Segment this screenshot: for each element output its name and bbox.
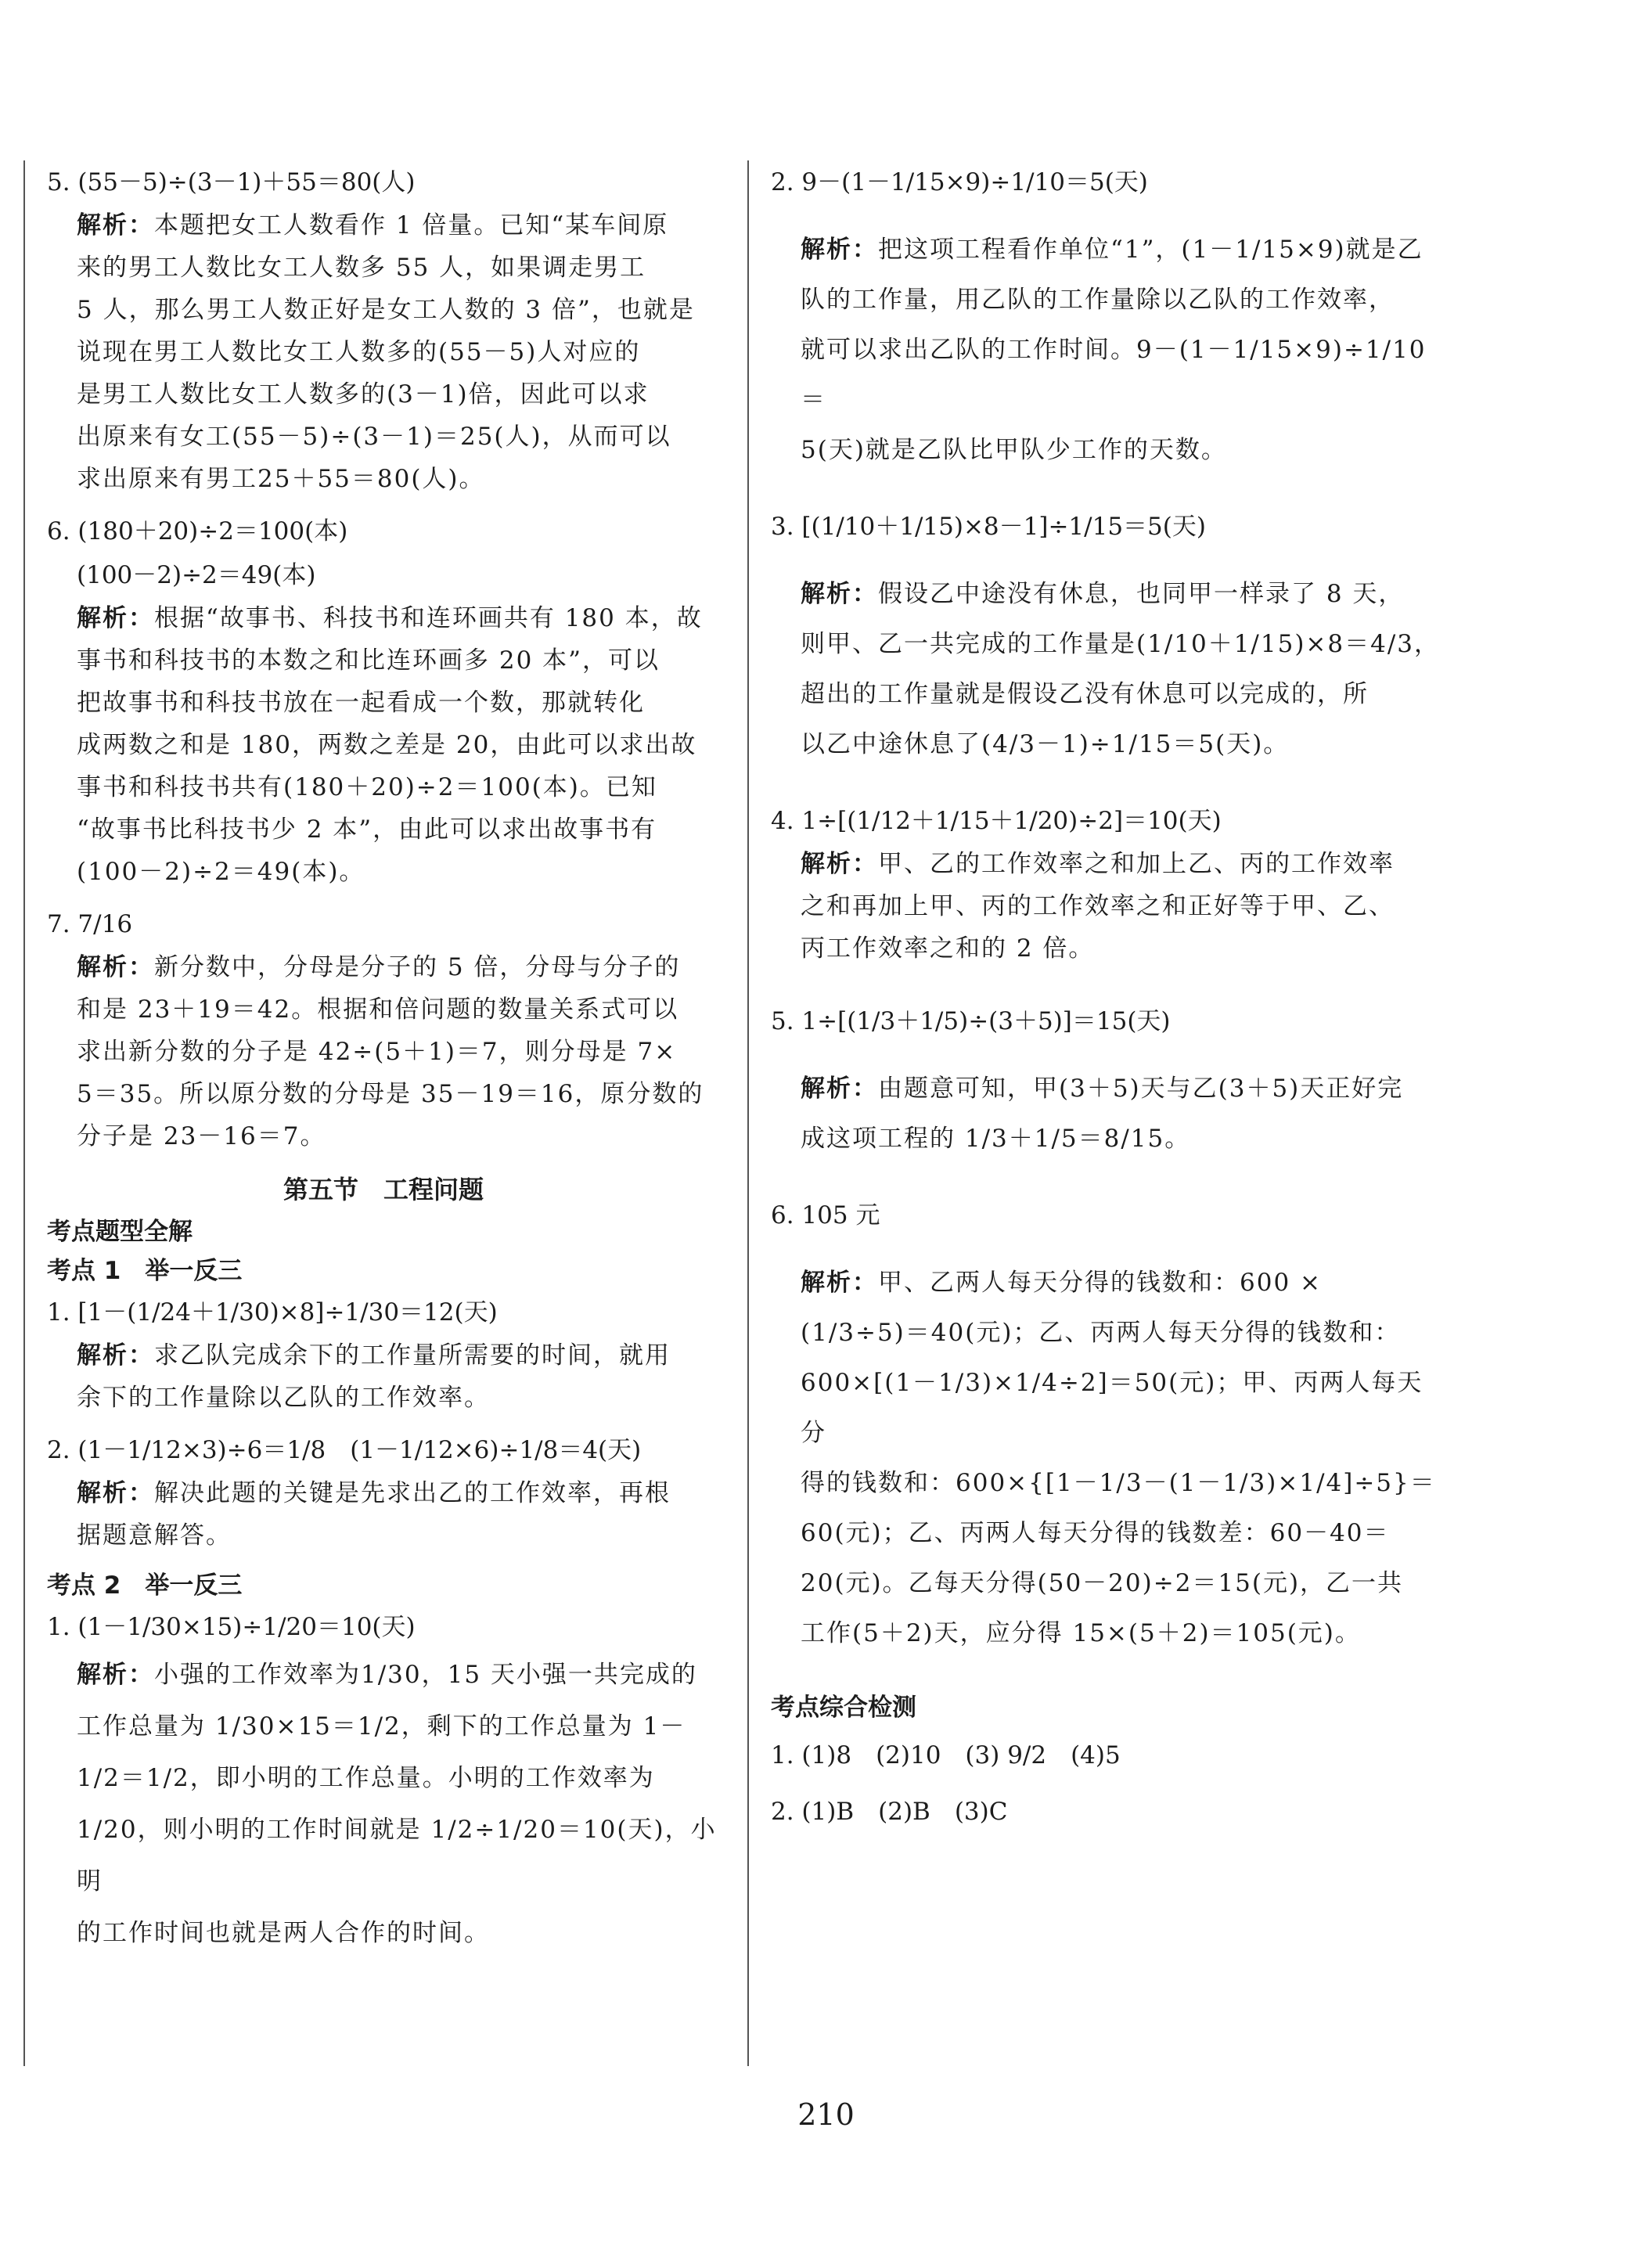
r-q2-answer: 2. 9－(1－1/15×9)÷1/10＝5(天) <box>771 168 1148 196</box>
exp-line: 本题把女工人数看作 1 倍量。已知“某车间原 <box>154 211 669 239</box>
exp-line: 来的男工人数比女工人数多 55 人，如果调走男工 <box>77 254 646 282</box>
exp-line: 说现在男工人数比女工人数多的(55－5)人对应的 <box>77 338 641 366</box>
r-q3-explanation <box>771 569 1444 769</box>
heading-topic-2: 考点 2 举一反三 <box>47 1571 243 1600</box>
r-q2-block <box>771 160 1444 475</box>
q6-block <box>47 509 720 893</box>
k1-q2-block <box>47 1428 720 1557</box>
exp-line: 求乙队完成余下的工作量所需要的时间，就用 <box>154 1341 671 1370</box>
explanation-label: 解析： <box>801 1269 878 1297</box>
exp-line: 甲、乙两人每天分得的钱数和：600 × <box>878 1269 1322 1297</box>
r-q4-block <box>771 799 1444 970</box>
exp-line: 超出的工作量就是假设乙没有休息可以完成的，所 <box>801 680 1369 708</box>
r-q3-answer: 3. [(1/10＋1/15)×8－1]÷1/15＝5(天) <box>771 513 1206 541</box>
exp-line: 5＝35。所以原分数的分母是 35－19＝16，原分数的 <box>77 1080 704 1108</box>
k2-q1-block <box>47 1605 720 1959</box>
k1-q1-answer: 1. [1－(1/24＋1/30)×8]÷1/30＝12(天) <box>47 1298 498 1327</box>
q7-answer: 7. 7/16 <box>47 910 133 938</box>
q5-block <box>47 160 720 500</box>
explanation-label: 解析： <box>77 211 154 239</box>
explanation-label: 解析： <box>77 604 154 632</box>
r-q5-explanation <box>771 1064 1444 1164</box>
spacer <box>771 549 1444 569</box>
q5-answer: 5. (55－5)÷(3－1)＋55＝80(人) <box>47 168 416 196</box>
exp-line: 求出原来有男工25＋55＝80(人)。 <box>77 465 485 493</box>
q6-answer-1: 6. (180＋20)÷2＝100(本) <box>47 517 348 545</box>
exp-line: 分子是 23－16＝7。 <box>77 1122 326 1150</box>
exp-line: 成两数之和是 180，两数之差是 20，由此可以求出故 <box>77 731 697 759</box>
exp-line: 5 人，那么男工人数正好是女工人数的 3 倍”，也就是 <box>77 296 695 324</box>
r-q5-answer: 5. 1÷[(1/3＋1/5)÷(3＋5)]＝15(天) <box>771 1007 1171 1035</box>
r-q4-explanation <box>771 843 1444 970</box>
exp-line: 队的工作量，用乙队的工作量除以乙队的工作效率， <box>801 286 1395 314</box>
k1-q1-block <box>47 1291 720 1419</box>
right-column <box>771 160 1444 1840</box>
exp-line: 是男工人数比女工人数多的(3－1)倍，因此可以求 <box>77 380 650 409</box>
explanation-label: 解析： <box>801 580 878 608</box>
spacer <box>771 484 1444 505</box>
q6-answer-2: (100－2)÷2＝49(本) <box>77 561 316 589</box>
exp-line: 由题意可知，甲(3＋5)天与乙(3＋5)天正好完 <box>878 1075 1404 1103</box>
left-column <box>47 160 720 1968</box>
explanation-label: 解析： <box>801 850 878 878</box>
q5-explanation <box>47 204 720 500</box>
spacer <box>771 204 1444 225</box>
exp-line: (1/3÷5)＝40(元)；乙、丙两人每天分得的钱数和： <box>801 1319 1401 1347</box>
exp-line: 1/20，则小明的工作时间就是 1/2÷1/20＝10(天)，小明 <box>77 1816 717 1895</box>
exp-line: 把这项工程看作单位“1”，(1－1/15×9)就是乙 <box>878 236 1423 264</box>
k2-q1-explanation <box>47 1649 720 1959</box>
spacer <box>771 1043 1444 1064</box>
exp-line: 和是 23＋19＝42。根据和倍问题的数量关系式可以 <box>77 995 679 1024</box>
exp-line: 600×[(1－1/3)×1/4÷2]＝50(元)；甲、丙两人每天分 <box>801 1369 1423 1447</box>
exp-line: 得的钱数和：600×{[1－1/3－(1－1/3)×1/4]÷5}＝ <box>801 1469 1436 1497</box>
spacer <box>771 1237 1444 1258</box>
exp-line: 解决此题的关键是先求出乙的工作效率，再根 <box>154 1479 671 1507</box>
exp-line: 新分数中，分母是分子的 5 倍，分母与分子的 <box>154 953 681 981</box>
exp-line: 小强的工作效率为1/30，15 天小强一共完成的 <box>154 1661 697 1689</box>
exp-line: 假设乙中途没有休息，也同甲一样录了 8 天， <box>878 580 1405 608</box>
spacer <box>771 1668 1444 1688</box>
exp-line: 余下的工作量除以乙队的工作效率。 <box>77 1384 490 1412</box>
explanation-label: 解析： <box>77 1661 154 1689</box>
exp-line: 60(元)；乙、丙两人每天分得的钱数差：60－40＝ <box>801 1519 1390 1547</box>
exp-line: 就可以求出乙队的工作时间。9－(1－1/15×9)÷1/10＝ <box>801 336 1427 414</box>
q6-explanation <box>47 597 720 893</box>
exp-line: 事书和科技书的本数之和比连环画多 20 本”，可以 <box>77 646 660 675</box>
spacer <box>771 979 1444 999</box>
exp-line: 事书和科技书共有(180＋20)÷2＝100(本)。已知 <box>77 773 657 801</box>
exp-line: 把故事书和科技书放在一起看成一个数，那就转化 <box>77 689 645 717</box>
comprehensive-q2: 2. (1)B (2)B (3)C <box>771 1798 1008 1826</box>
r-q3-block <box>771 505 1444 769</box>
r-q6-answer: 6. 105 元 <box>771 1201 880 1229</box>
exp-line: 之和再加上甲、丙的工作效率之和正好等于甲、乙、 <box>801 892 1395 920</box>
exp-line: 成这项工程的 1/3＋1/5＝8/15。 <box>801 1125 1191 1153</box>
k2-q1-answer: 1. (1－1/30×15)÷1/20＝10(天) <box>47 1613 416 1641</box>
k1-q2-answer: 2. (1－1/12×3)÷6＝1/8 (1－1/12×6)÷1/8＝4(天) <box>47 1436 642 1464</box>
exp-line: 出原来有女工(55－5)÷(3－1)＝25(人)，从而可以 <box>77 423 671 451</box>
exp-line: 20(元)。乙每天分得(50－20)÷2＝15(元)，乙一共 <box>801 1569 1404 1597</box>
r-q2-explanation <box>771 225 1444 475</box>
explanation-label: 解析： <box>801 236 878 264</box>
explanation-label: 解析： <box>77 953 154 981</box>
exp-line: 据题意解答。 <box>77 1521 232 1550</box>
heading-comprehensive-test: 考点综合检测 <box>771 1694 916 1722</box>
heading-topic-1: 考点 1 举一反三 <box>47 1257 243 1285</box>
column-divider <box>747 160 749 2066</box>
q7-block <box>47 902 720 1157</box>
left-margin-rule <box>23 160 25 2066</box>
r-q6-explanation <box>771 1258 1444 1658</box>
heading-question-types: 考点题型全解 <box>47 1218 193 1246</box>
k1-q2-explanation <box>47 1472 720 1557</box>
page-number: 210 <box>797 2097 855 2132</box>
comprehensive-q1: 1. (1)8 (2)10 (3) 9/2 (4)5 <box>771 1741 1121 1769</box>
k1-q1-explanation <box>47 1334 720 1419</box>
exp-line: 则甲、乙一共完成的工作量是(1/10＋1/15)×8＝4/3， <box>801 630 1441 658</box>
q7-explanation <box>47 946 720 1157</box>
exp-line: 甲、乙的工作效率之和加上乙、丙的工作效率 <box>878 850 1395 878</box>
explanation-label: 解析： <box>801 1075 878 1103</box>
exp-line: 工作总量为 1/30×15＝1/2，剩下的工作总量为 1－ <box>77 1712 686 1741</box>
exp-line: 求出新分数的分子是 42÷(5＋1)＝7，则分母是 7× <box>77 1038 677 1066</box>
exp-line: 工作(5＋2)天，应分得 15×(5＋2)＝105(元)。 <box>801 1619 1361 1647</box>
spacer <box>771 779 1444 799</box>
exp-line: 5(天)就是乙队比甲队少工作的天数。 <box>801 436 1227 464</box>
r-q5-block <box>771 999 1444 1164</box>
exp-line: 根据“故事书、科技书和连环画共有 180 本，故 <box>154 604 703 632</box>
section-title: 第五节 工程问题 <box>283 1175 484 1204</box>
r-q6-block <box>771 1193 1444 1658</box>
explanation-label: 解析： <box>77 1479 154 1507</box>
exp-line: 的工作时间也就是两人合作的时间。 <box>77 1919 490 1947</box>
exp-line: “故事书比科技书少 2 本”，由此可以求出故事书有 <box>77 815 657 844</box>
exp-line: 1/2＝1/2，即小明的工作总量。小明的工作效率为 <box>77 1764 655 1792</box>
exp-line: 以乙中途休息了(4/3－1)÷1/15＝5(天)。 <box>801 730 1290 758</box>
r-q4-answer: 4. 1÷[(1/12＋1/15＋1/20)÷2]＝10(天) <box>771 807 1222 835</box>
spacer <box>771 1173 1444 1193</box>
exp-line: (100－2)÷2＝49(本)。 <box>77 858 365 886</box>
explanation-label: 解析： <box>77 1341 154 1370</box>
exp-line: 丙工作效率之和的 2 倍。 <box>801 934 1095 963</box>
